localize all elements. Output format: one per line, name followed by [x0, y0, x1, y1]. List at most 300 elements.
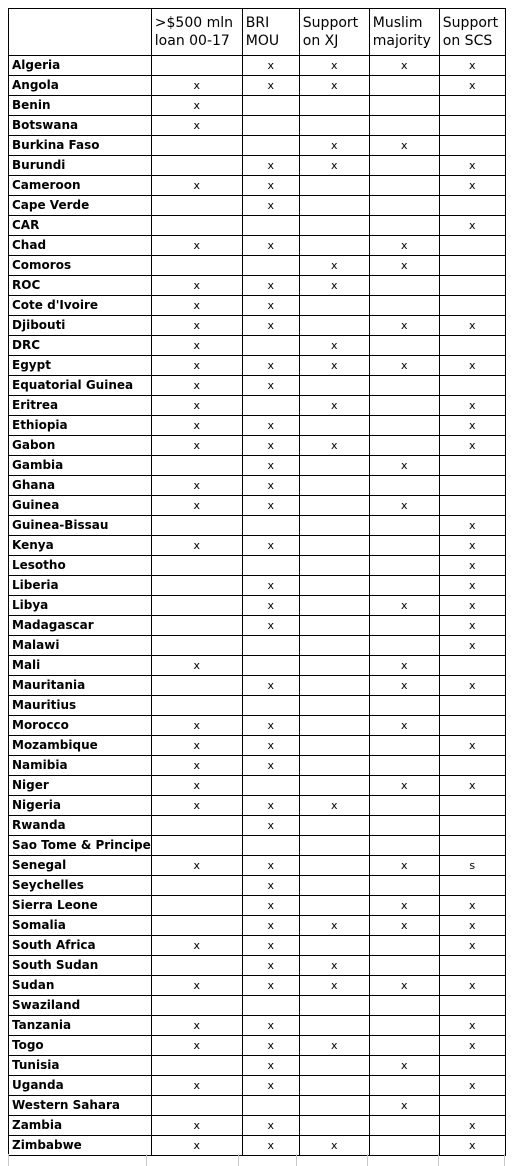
cell-support-scs[interactable]: [439, 956, 505, 976]
cell-loan[interactable]: [151, 696, 242, 716]
cell-loan[interactable]: x: [151, 776, 242, 796]
cell-loan[interactable]: [151, 996, 242, 1016]
cell-bri-mou[interactable]: x: [242, 476, 299, 496]
cell-bri-mou[interactable]: x: [242, 676, 299, 696]
cell-support-xj[interactable]: [299, 896, 369, 916]
cell-loan[interactable]: [151, 1096, 242, 1116]
cell-muslim-majority[interactable]: [369, 96, 439, 116]
cell-support-scs[interactable]: [439, 456, 505, 476]
cell-muslim-majority[interactable]: [369, 116, 439, 136]
cell-support-xj[interactable]: [299, 456, 369, 476]
cell-support-xj[interactable]: [299, 576, 369, 596]
cell-support-scs[interactable]: [439, 696, 505, 716]
country-cell[interactable]: Uganda: [9, 1076, 152, 1096]
cell-bri-mou[interactable]: x: [242, 236, 299, 256]
cell-loan[interactable]: [151, 956, 242, 976]
cell-support-xj[interactable]: [299, 316, 369, 336]
cell-support-xj[interactable]: [299, 716, 369, 736]
cell-support-xj[interactable]: x: [299, 1036, 369, 1056]
country-cell[interactable]: Madagascar: [9, 616, 152, 636]
cell-bri-mou[interactable]: x: [242, 176, 299, 196]
cell-bri-mou[interactable]: x: [242, 296, 299, 316]
cell-loan[interactable]: [151, 216, 242, 236]
cell-support-xj[interactable]: [299, 836, 369, 856]
cell-muslim-majority[interactable]: [369, 696, 439, 716]
cell-loan[interactable]: x: [151, 1116, 242, 1136]
cell-support-xj[interactable]: [299, 856, 369, 876]
cell-support-xj[interactable]: [299, 736, 369, 756]
country-cell[interactable]: CAR: [9, 216, 152, 236]
cell-bri-mou[interactable]: x: [242, 276, 299, 296]
cell-support-xj[interactable]: x: [299, 956, 369, 976]
country-cell[interactable]: Cameroon: [9, 176, 152, 196]
cell-support-scs[interactable]: [439, 996, 505, 1016]
cell-bri-mou[interactable]: x: [242, 916, 299, 936]
cell-support-xj[interactable]: x: [299, 56, 369, 76]
cell-bri-mou[interactable]: [242, 216, 299, 236]
cell-loan[interactable]: x: [151, 396, 242, 416]
cell-support-xj[interactable]: [299, 1076, 369, 1096]
country-cell[interactable]: Cape Verde: [9, 196, 152, 216]
header-cell-loan[interactable]: >$500 mln loan 00-17: [151, 9, 242, 56]
cell-muslim-majority[interactable]: [369, 76, 439, 96]
cell-muslim-majority[interactable]: [369, 816, 439, 836]
cell-muslim-majority[interactable]: [369, 196, 439, 216]
cell-support-scs[interactable]: [439, 476, 505, 496]
cell-bri-mou[interactable]: x: [242, 436, 299, 456]
cell-support-xj[interactable]: [299, 656, 369, 676]
cell-bri-mou[interactable]: x: [242, 536, 299, 556]
cell-muslim-majority[interactable]: x: [369, 916, 439, 936]
cell-support-xj[interactable]: x: [299, 1136, 369, 1156]
cell-bri-mou[interactable]: x: [242, 896, 299, 916]
cell-bri-mou[interactable]: x: [242, 1136, 299, 1156]
cell-loan[interactable]: x: [151, 716, 242, 736]
cell-loan[interactable]: x: [151, 736, 242, 756]
cell-bri-mou[interactable]: x: [242, 716, 299, 736]
header-cell-bri-mou[interactable]: BRI MOU: [242, 9, 299, 56]
country-cell[interactable]: Nigeria: [9, 796, 152, 816]
cell-support-scs[interactable]: x: [439, 556, 505, 576]
cell-support-scs[interactable]: [439, 136, 505, 156]
cell-muslim-majority[interactable]: [369, 1116, 439, 1136]
cell-loan[interactable]: [151, 876, 242, 896]
cell-bri-mou[interactable]: x: [242, 976, 299, 996]
cell-bri-mou[interactable]: x: [242, 756, 299, 776]
cell-muslim-majority[interactable]: [369, 796, 439, 816]
country-cell[interactable]: Tanzania: [9, 1016, 152, 1036]
country-cell[interactable]: Tunisia: [9, 1056, 152, 1076]
cell-muslim-majority[interactable]: [369, 176, 439, 196]
country-cell[interactable]: Niger: [9, 776, 152, 796]
cell-bri-mou[interactable]: [242, 336, 299, 356]
cell-support-xj[interactable]: [299, 776, 369, 796]
cell-loan[interactable]: [151, 596, 242, 616]
cell-support-scs[interactable]: [439, 1056, 505, 1076]
cell-bri-mou[interactable]: x: [242, 1056, 299, 1076]
cell-support-scs[interactable]: [439, 96, 505, 116]
cell-loan[interactable]: x: [151, 296, 242, 316]
cell-support-xj[interactable]: [299, 1016, 369, 1036]
cell-bri-mou[interactable]: [242, 516, 299, 536]
cell-support-scs[interactable]: x: [439, 356, 505, 376]
cell-bri-mou[interactable]: x: [242, 456, 299, 476]
cell-support-xj[interactable]: [299, 636, 369, 656]
cell-bri-mou[interactable]: x: [242, 796, 299, 816]
cell-support-xj[interactable]: [299, 696, 369, 716]
cell-support-scs[interactable]: [439, 336, 505, 356]
country-cell[interactable]: Gabon: [9, 436, 152, 456]
cell-bri-mou[interactable]: x: [242, 356, 299, 376]
cell-support-scs[interactable]: [439, 816, 505, 836]
cell-support-scs[interactable]: x: [439, 776, 505, 796]
cell-muslim-majority[interactable]: x: [369, 896, 439, 916]
country-cell[interactable]: Western Sahara: [9, 1096, 152, 1116]
cell-support-xj[interactable]: [299, 96, 369, 116]
cell-muslim-majority[interactable]: x: [369, 456, 439, 476]
cell-support-xj[interactable]: [299, 196, 369, 216]
cell-support-xj[interactable]: [299, 476, 369, 496]
country-cell[interactable]: Ghana: [9, 476, 152, 496]
country-cell[interactable]: Swaziland: [9, 996, 152, 1016]
cell-support-xj[interactable]: [299, 376, 369, 396]
cell-support-scs[interactable]: [439, 256, 505, 276]
cell-loan[interactable]: [151, 196, 242, 216]
country-cell[interactable]: Angola: [9, 76, 152, 96]
cell-support-xj[interactable]: [299, 816, 369, 836]
cell-support-scs[interactable]: x: [439, 936, 505, 956]
cell-loan[interactable]: x: [151, 316, 242, 336]
cell-support-scs[interactable]: s: [439, 856, 505, 876]
cell-bri-mou[interactable]: x: [242, 416, 299, 436]
cell-support-xj[interactable]: [299, 536, 369, 556]
cell-support-xj[interactable]: [299, 616, 369, 636]
country-cell[interactable]: Algeria: [9, 56, 152, 76]
country-cell[interactable]: Guinea-Bissau: [9, 516, 152, 536]
cell-loan[interactable]: x: [151, 656, 242, 676]
cell-muslim-majority[interactable]: [369, 376, 439, 396]
cell-bri-mou[interactable]: x: [242, 1116, 299, 1136]
country-cell[interactable]: South Sudan: [9, 956, 152, 976]
cell-bri-mou[interactable]: [242, 636, 299, 656]
cell-loan[interactable]: [151, 136, 242, 156]
cell-support-scs[interactable]: x: [439, 536, 505, 556]
country-cell[interactable]: Burkina Faso: [9, 136, 152, 156]
cell-support-scs[interactable]: x: [439, 156, 505, 176]
cell-loan[interactable]: [151, 816, 242, 836]
cell-loan[interactable]: x: [151, 376, 242, 396]
cell-bri-mou[interactable]: x: [242, 936, 299, 956]
country-cell[interactable]: Guinea: [9, 496, 152, 516]
country-cell[interactable]: Senegal: [9, 856, 152, 876]
country-cell[interactable]: Mali: [9, 656, 152, 676]
cell-muslim-majority[interactable]: x: [369, 1096, 439, 1116]
cell-loan[interactable]: [151, 676, 242, 696]
country-cell[interactable]: DRC: [9, 336, 152, 356]
cell-loan[interactable]: x: [151, 416, 242, 436]
cell-bri-mou[interactable]: [242, 96, 299, 116]
cell-muslim-majority[interactable]: [369, 1036, 439, 1056]
cell-bri-mou[interactable]: [242, 776, 299, 796]
header-cell-muslim-majority[interactable]: Muslim majority: [369, 9, 439, 56]
cell-support-xj[interactable]: [299, 1056, 369, 1076]
cell-support-xj[interactable]: [299, 876, 369, 896]
cell-support-xj[interactable]: x: [299, 136, 369, 156]
country-cell[interactable]: Burundi: [9, 156, 152, 176]
cell-muslim-majority[interactable]: [369, 476, 439, 496]
cell-loan[interactable]: x: [151, 1076, 242, 1096]
cell-support-xj[interactable]: [299, 596, 369, 616]
cell-muslim-majority[interactable]: x: [369, 976, 439, 996]
cell-bri-mou[interactable]: [242, 996, 299, 1016]
cell-loan[interactable]: [151, 636, 242, 656]
cell-support-xj[interactable]: x: [299, 796, 369, 816]
cell-bri-mou[interactable]: x: [242, 376, 299, 396]
cell-muslim-majority[interactable]: [369, 296, 439, 316]
country-cell[interactable]: Ethiopia: [9, 416, 152, 436]
cell-loan[interactable]: x: [151, 76, 242, 96]
cell-muslim-majority[interactable]: x: [369, 1056, 439, 1076]
cell-support-xj[interactable]: [299, 216, 369, 236]
cell-muslim-majority[interactable]: [369, 936, 439, 956]
cell-support-scs[interactable]: x: [439, 1036, 505, 1056]
cell-loan[interactable]: x: [151, 1136, 242, 1156]
cell-support-xj[interactable]: [299, 176, 369, 196]
cell-support-xj[interactable]: x: [299, 156, 369, 176]
cell-support-xj[interactable]: [299, 1116, 369, 1136]
cell-bri-mou[interactable]: x: [242, 196, 299, 216]
cell-bri-mou[interactable]: x: [242, 1016, 299, 1036]
cell-muslim-majority[interactable]: x: [369, 236, 439, 256]
cell-loan[interactable]: [151, 516, 242, 536]
country-cell[interactable]: Eritrea: [9, 396, 152, 416]
cell-bri-mou[interactable]: x: [242, 1036, 299, 1056]
country-cell[interactable]: Namibia: [9, 756, 152, 776]
cell-support-xj[interactable]: [299, 116, 369, 136]
cell-loan[interactable]: x: [151, 936, 242, 956]
cell-loan[interactable]: x: [151, 476, 242, 496]
cell-muslim-majority[interactable]: [369, 556, 439, 576]
cell-bri-mou[interactable]: x: [242, 956, 299, 976]
cell-loan[interactable]: x: [151, 1016, 242, 1036]
cell-loan[interactable]: x: [151, 796, 242, 816]
cell-support-xj[interactable]: [299, 756, 369, 776]
cell-support-scs[interactable]: x: [439, 176, 505, 196]
country-cell[interactable]: Libya: [9, 596, 152, 616]
cell-support-scs[interactable]: x: [439, 1016, 505, 1036]
cell-bri-mou[interactable]: x: [242, 1076, 299, 1096]
country-cell[interactable]: Zimbabwe: [9, 1136, 152, 1156]
cell-loan[interactable]: [151, 456, 242, 476]
cell-support-scs[interactable]: x: [439, 636, 505, 656]
cell-support-scs[interactable]: x: [439, 1076, 505, 1096]
cell-support-xj[interactable]: [299, 496, 369, 516]
cell-loan[interactable]: [151, 56, 242, 76]
cell-bri-mou[interactable]: [242, 836, 299, 856]
cell-muslim-majority[interactable]: x: [369, 856, 439, 876]
country-cell[interactable]: Lesotho: [9, 556, 152, 576]
country-cell[interactable]: Liberia: [9, 576, 152, 596]
cell-bri-mou[interactable]: [242, 556, 299, 576]
cell-support-xj[interactable]: [299, 936, 369, 956]
cell-loan[interactable]: x: [151, 856, 242, 876]
cell-support-scs[interactable]: x: [439, 76, 505, 96]
cell-loan[interactable]: [151, 896, 242, 916]
country-cell[interactable]: Cote d'Ivoire: [9, 296, 152, 316]
country-cell[interactable]: Mauritius: [9, 696, 152, 716]
cell-support-xj[interactable]: x: [299, 436, 369, 456]
cell-bri-mou[interactable]: [242, 1096, 299, 1116]
cell-muslim-majority[interactable]: [369, 396, 439, 416]
cell-support-scs[interactable]: x: [439, 736, 505, 756]
cell-muslim-majority[interactable]: [369, 956, 439, 976]
cell-support-scs[interactable]: x: [439, 216, 505, 236]
cell-support-scs[interactable]: [439, 1096, 505, 1116]
cell-loan[interactable]: x: [151, 96, 242, 116]
cell-bri-mou[interactable]: x: [242, 56, 299, 76]
cell-support-xj[interactable]: x: [299, 336, 369, 356]
cell-bri-mou[interactable]: [242, 136, 299, 156]
cell-support-scs[interactable]: [439, 196, 505, 216]
country-cell[interactable]: South Africa: [9, 936, 152, 956]
cell-loan[interactable]: [151, 256, 242, 276]
cell-support-scs[interactable]: [439, 236, 505, 256]
cell-support-xj[interactable]: x: [299, 256, 369, 276]
cell-support-xj[interactable]: x: [299, 356, 369, 376]
country-cell[interactable]: Somalia: [9, 916, 152, 936]
cell-support-scs[interactable]: x: [439, 916, 505, 936]
country-cell[interactable]: Benin: [9, 96, 152, 116]
cell-support-xj[interactable]: [299, 996, 369, 1016]
cell-muslim-majority[interactable]: x: [369, 56, 439, 76]
cell-muslim-majority[interactable]: [369, 836, 439, 856]
cell-support-xj[interactable]: [299, 416, 369, 436]
cell-muslim-majority[interactable]: [369, 576, 439, 596]
cell-support-scs[interactable]: x: [439, 316, 505, 336]
country-cell[interactable]: Malawi: [9, 636, 152, 656]
country-cell[interactable]: Chad: [9, 236, 152, 256]
cell-support-scs[interactable]: x: [439, 416, 505, 436]
country-cell[interactable]: Rwanda: [9, 816, 152, 836]
cell-support-scs[interactable]: x: [439, 596, 505, 616]
header-cell-corner[interactable]: [9, 9, 152, 56]
country-cell[interactable]: Kenya: [9, 536, 152, 556]
cell-support-scs[interactable]: x: [439, 1136, 505, 1156]
country-cell[interactable]: Mauritania: [9, 676, 152, 696]
cell-support-scs[interactable]: [439, 496, 505, 516]
cell-support-scs[interactable]: [439, 376, 505, 396]
country-cell[interactable]: Djibouti: [9, 316, 152, 336]
cell-support-xj[interactable]: x: [299, 976, 369, 996]
header-cell-support-scs[interactable]: Support on SCS: [439, 9, 505, 56]
cell-support-scs[interactable]: x: [439, 576, 505, 596]
cell-loan[interactable]: x: [151, 496, 242, 516]
country-cell[interactable]: Zambia: [9, 1116, 152, 1136]
cell-bri-mou[interactable]: x: [242, 156, 299, 176]
cell-loan[interactable]: x: [151, 356, 242, 376]
cell-bri-mou[interactable]: [242, 116, 299, 136]
cell-muslim-majority[interactable]: [369, 1016, 439, 1036]
cell-bri-mou[interactable]: x: [242, 876, 299, 896]
cell-support-scs[interactable]: [439, 716, 505, 736]
cell-support-scs[interactable]: x: [439, 896, 505, 916]
cell-support-scs[interactable]: x: [439, 396, 505, 416]
cell-bri-mou[interactable]: x: [242, 596, 299, 616]
country-cell[interactable]: Egypt: [9, 356, 152, 376]
cell-muslim-majority[interactable]: [369, 436, 439, 456]
cell-support-scs[interactable]: x: [439, 976, 505, 996]
cell-muslim-majority[interactable]: [369, 1136, 439, 1156]
header-cell-support-xj[interactable]: Support on XJ: [299, 9, 369, 56]
cell-support-xj[interactable]: x: [299, 916, 369, 936]
country-cell[interactable]: Sudan: [9, 976, 152, 996]
cell-support-scs[interactable]: [439, 796, 505, 816]
cell-loan[interactable]: [151, 916, 242, 936]
country-cell[interactable]: Gambia: [9, 456, 152, 476]
cell-muslim-majority[interactable]: x: [369, 596, 439, 616]
cell-muslim-majority[interactable]: [369, 636, 439, 656]
cell-loan[interactable]: x: [151, 1036, 242, 1056]
cell-muslim-majority[interactable]: x: [369, 496, 439, 516]
cell-muslim-majority[interactable]: [369, 276, 439, 296]
cell-loan[interactable]: x: [151, 236, 242, 256]
cell-loan[interactable]: x: [151, 436, 242, 456]
cell-loan[interactable]: [151, 836, 242, 856]
cell-muslim-majority[interactable]: [369, 736, 439, 756]
cell-muslim-majority[interactable]: x: [369, 356, 439, 376]
cell-loan[interactable]: x: [151, 176, 242, 196]
cell-loan[interactable]: [151, 1056, 242, 1076]
cell-loan[interactable]: [151, 576, 242, 596]
cell-support-xj[interactable]: [299, 1096, 369, 1116]
country-cell[interactable]: Comoros: [9, 256, 152, 276]
cell-support-xj[interactable]: x: [299, 396, 369, 416]
cell-support-scs[interactable]: x: [439, 436, 505, 456]
cell-support-xj[interactable]: [299, 676, 369, 696]
cell-loan[interactable]: x: [151, 976, 242, 996]
cell-loan[interactable]: x: [151, 276, 242, 296]
country-cell[interactable]: ROC: [9, 276, 152, 296]
country-cell[interactable]: Mozambique: [9, 736, 152, 756]
cell-muslim-majority[interactable]: x: [369, 136, 439, 156]
cell-support-xj[interactable]: x: [299, 76, 369, 96]
cell-loan[interactable]: [151, 156, 242, 176]
cell-bri-mou[interactable]: x: [242, 316, 299, 336]
cell-support-xj[interactable]: x: [299, 276, 369, 296]
cell-loan[interactable]: x: [151, 116, 242, 136]
country-cell[interactable]: Seychelles: [9, 876, 152, 896]
cell-muslim-majority[interactable]: x: [369, 316, 439, 336]
cell-support-xj[interactable]: [299, 236, 369, 256]
country-cell[interactable]: Sao Tome & Principe: [9, 836, 152, 856]
cell-bri-mou[interactable]: [242, 256, 299, 276]
cell-bri-mou[interactable]: x: [242, 856, 299, 876]
cell-muslim-majority[interactable]: [369, 516, 439, 536]
country-cell[interactable]: Morocco: [9, 716, 152, 736]
cell-bri-mou[interactable]: [242, 656, 299, 676]
cell-support-xj[interactable]: [299, 296, 369, 316]
cell-muslim-majority[interactable]: [369, 536, 439, 556]
cell-support-scs[interactable]: x: [439, 616, 505, 636]
cell-bri-mou[interactable]: x: [242, 816, 299, 836]
cell-muslim-majority[interactable]: x: [369, 716, 439, 736]
cell-support-xj[interactable]: [299, 556, 369, 576]
cell-loan[interactable]: [151, 556, 242, 576]
cell-support-xj[interactable]: [299, 516, 369, 536]
cell-support-scs[interactable]: x: [439, 56, 505, 76]
cell-bri-mou[interactable]: [242, 396, 299, 416]
cell-support-scs[interactable]: x: [439, 516, 505, 536]
